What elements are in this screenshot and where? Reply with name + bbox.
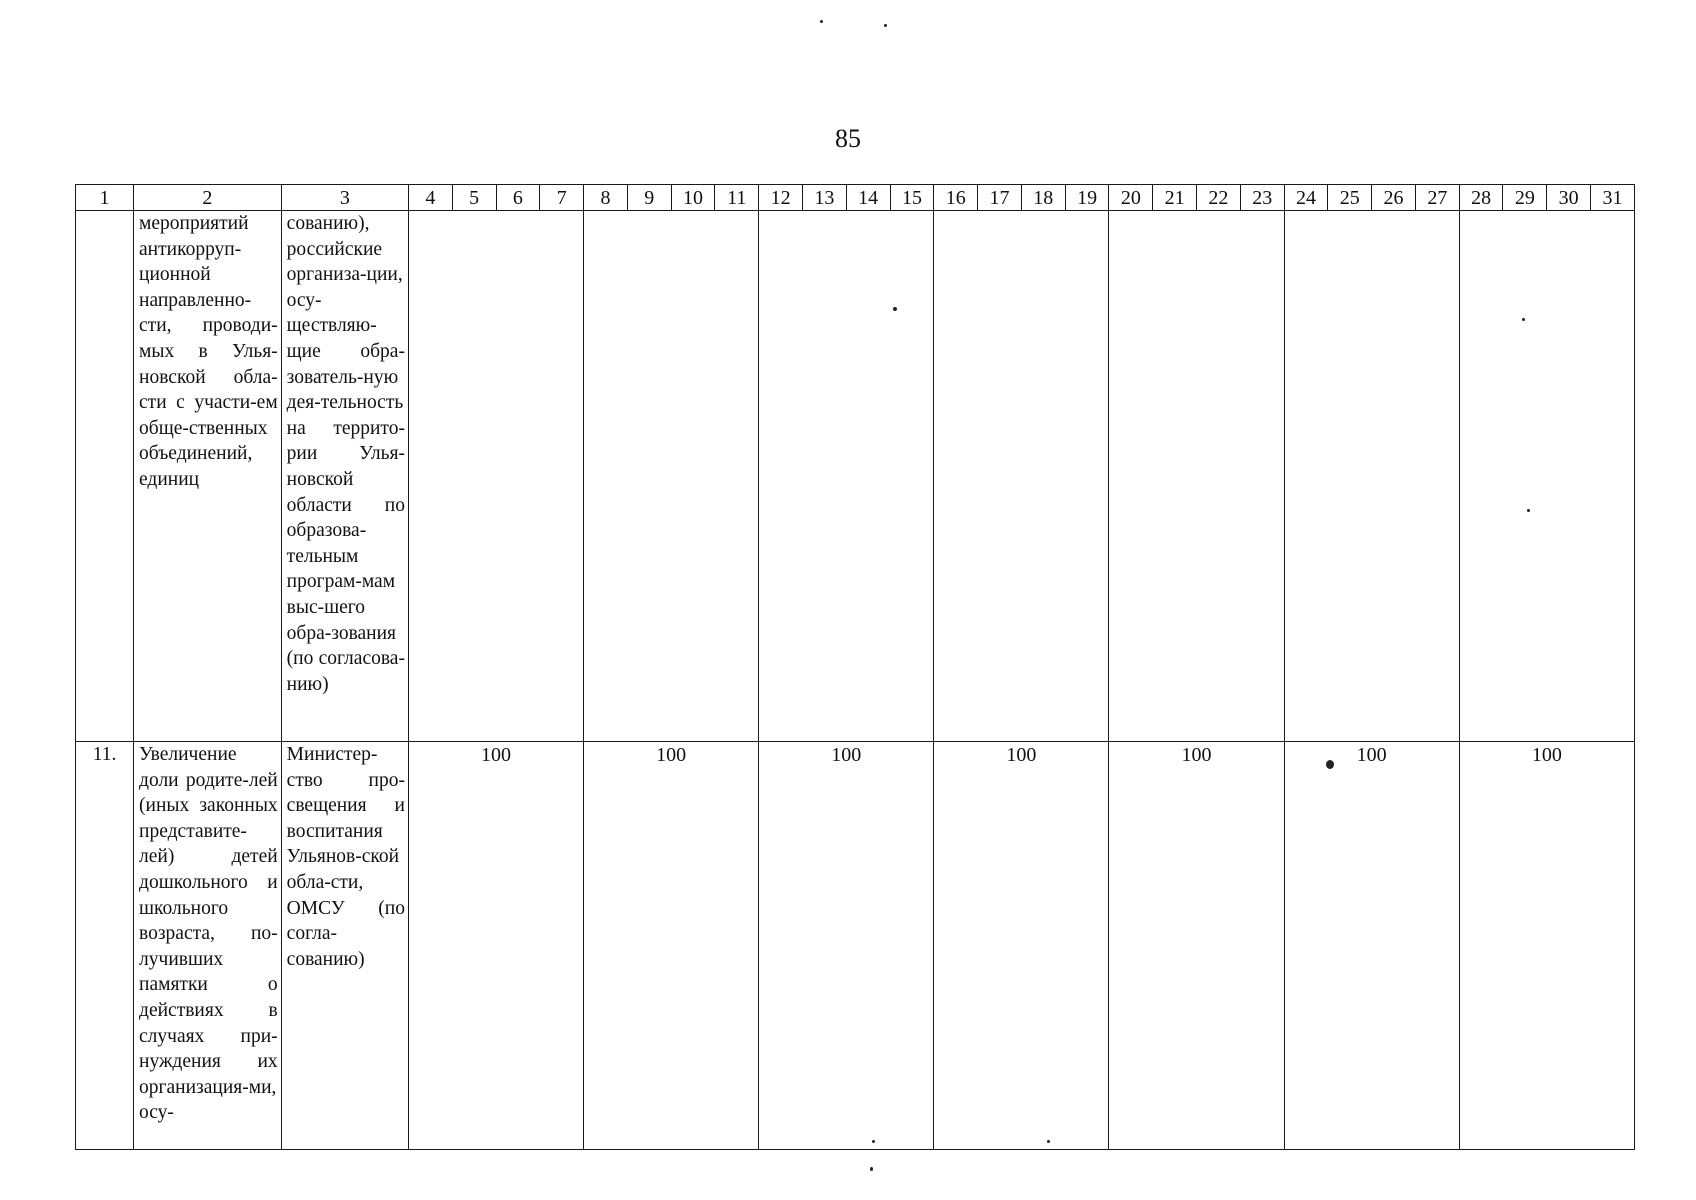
column-number-header: 14 — [846, 185, 890, 211]
column-number-header: 31 — [1591, 185, 1635, 211]
indicator-name-text: Увеличение доли родите-лей (иных законных представите-лей) детей дошкольного и школьного возраста, по-лучивших памятки о действиях в случаях при-нуждения их организация-ми, осу- — [139, 744, 278, 1124]
value-cell-year-1: 100 — [408, 742, 583, 1150]
value-cell-year-5: 100 — [1109, 742, 1284, 1150]
value-cell-year-7: 100 — [1459, 742, 1634, 1150]
year-group-1-cell — [408, 211, 583, 742]
indicator-name-cell — [134, 742, 282, 1150]
year-group-6-cell — [1284, 211, 1459, 742]
column-number-header: 21 — [1153, 185, 1197, 211]
column-number-header: 11 — [715, 185, 759, 211]
year-group-4-cell — [934, 211, 1109, 742]
column-number-header: 29 — [1503, 185, 1547, 211]
column-number-header: 13 — [802, 185, 846, 211]
column-number-header: 27 — [1415, 185, 1459, 211]
column-number-header: 1 — [76, 185, 134, 211]
column-number-header: 18 — [1021, 185, 1065, 211]
column-number-header: 22 — [1197, 185, 1241, 211]
scan-speck — [1047, 1140, 1050, 1143]
table-row-11 — [76, 742, 1635, 1150]
row-number-cell: 11. — [76, 742, 134, 1150]
scan-speck — [893, 307, 897, 311]
column-number-header: 3 — [281, 185, 408, 211]
column-number-header: 6 — [496, 185, 540, 211]
indicator-table — [75, 184, 1635, 1150]
column-number-header: 9 — [627, 185, 671, 211]
column-number-header: 20 — [1109, 185, 1153, 211]
scan-speck — [870, 1167, 873, 1171]
column-number-header: 7 — [540, 185, 584, 211]
column-number-header: 5 — [452, 185, 496, 211]
row-number-cell — [76, 211, 134, 742]
value-cell-year-6: 100 — [1284, 742, 1459, 1150]
indicator-name-cell — [134, 211, 282, 742]
scan-speck — [1527, 509, 1530, 512]
column-number-header: 16 — [934, 185, 978, 211]
scan-speck — [1522, 318, 1525, 321]
column-number-header: 15 — [890, 185, 934, 211]
column-number-header: 4 — [408, 185, 452, 211]
column-number-header: 19 — [1065, 185, 1109, 211]
page-number: 85 — [835, 124, 861, 153]
year-group-3-cell — [759, 211, 934, 742]
column-number-header: 26 — [1372, 185, 1416, 211]
year-group-2-cell — [584, 211, 759, 742]
value-cell-year-3: 100 — [759, 742, 934, 1150]
scan-speck — [820, 20, 823, 23]
year-group-7-cell — [1459, 211, 1634, 742]
column-number-header: 25 — [1328, 185, 1372, 211]
responsible-cell — [281, 211, 408, 742]
column-number-header: 30 — [1547, 185, 1591, 211]
year-group-5-cell — [1109, 211, 1284, 742]
column-number-header-row — [76, 185, 1635, 211]
responsible-text: сованию), российские организа-ции, осу-ществляю-щие обра-зователь-ную дея-тельность на террито-рии Улья-новской области по образова-тельным програм-мам выс-шего обра-зования (по согласова-нию) — [286, 213, 405, 695]
column-number-header: 28 — [1459, 185, 1503, 211]
scan-speck — [872, 1140, 875, 1143]
table-row-continued — [76, 211, 1635, 742]
value-cell-year-2: 100 — [584, 742, 759, 1150]
column-number-header: 8 — [584, 185, 628, 211]
responsible-cell — [281, 742, 408, 1150]
scan-speck — [1326, 760, 1334, 769]
column-number-header: 12 — [759, 185, 803, 211]
responsible-text: Министер-ство про-свещения и воспитания Ульянов-ской обла-сти, ОМСУ (по согла-сованию) — [286, 744, 405, 970]
column-number-header: 17 — [978, 185, 1022, 211]
scan-speck — [884, 24, 887, 27]
column-number-header: 23 — [1240, 185, 1284, 211]
column-number-header: 24 — [1284, 185, 1328, 211]
indicator-name-text: мероприятий антикорруп-ционной направленно-сти, проводи-мых в Улья-новской обла-сти с участи-ем обще-ственных объединений, единиц — [139, 213, 278, 490]
column-number-header: 10 — [671, 185, 715, 211]
value-cell-year-4: 100 — [934, 742, 1109, 1150]
column-number-header: 2 — [134, 185, 282, 211]
